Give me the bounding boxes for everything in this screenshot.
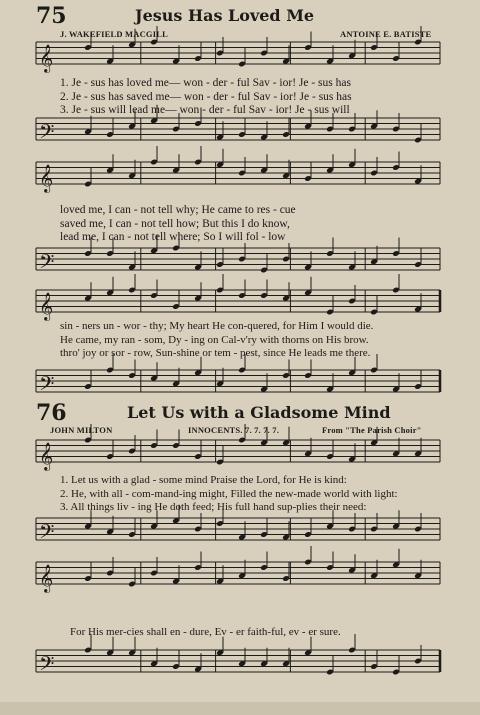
verse-line: loved me, I can - not tell why; He came to res - cue (60, 204, 296, 216)
hymn-number-75: 75 (36, 3, 67, 29)
clef-icon: 𝄞 (39, 442, 54, 470)
page-bottom-edge (0, 702, 480, 715)
verse-line: 2. Je - sus has saved me— won - der - ful Sav - ior! Je - sus has (60, 90, 352, 103)
verse-line: lead me, I can - not tell where; So I will fol - low (60, 231, 286, 243)
clef-icon: 𝄢 (39, 372, 55, 400)
verse-line: 2. He, with all - com-mand-ing might, Filled the new-made world with light: (60, 487, 398, 500)
note-group (39, 354, 422, 400)
verse-line: 1. Je - sus has loved me— won - der - ful Sav - ior! Je - sus has (60, 77, 351, 89)
staff (36, 162, 440, 184)
note-group (39, 146, 422, 193)
author-credit-75: J. WAKEFIELD MACGILL (60, 29, 168, 39)
author-credit-76: JOHN MILTON (50, 425, 113, 435)
clef-icon: 𝄞 (39, 44, 54, 72)
staff (36, 42, 440, 64)
staff (36, 518, 440, 540)
verse-line: sin - ners un - wor - thy; My heart He con-quered, for Him I would die. (60, 320, 374, 332)
note-group (39, 274, 422, 321)
verse-line: He came, my ran - som, Dy - ing on Cal-v'ry with thorns on His brow. (60, 333, 369, 346)
verse-line: thro' joy or sor - row, Sun-shine or tem - pest, since He leads me there. (60, 347, 371, 359)
clef-icon: 𝄞 (39, 292, 54, 320)
clef-icon: 𝄢 (39, 520, 55, 548)
clef-icon: 𝄢 (39, 120, 55, 148)
lyrics-system-4 (60, 474, 398, 515)
staff (36, 118, 440, 140)
verse-line: saved me, I can - not tell how; But this I do know, (60, 217, 290, 230)
tune-name-76: INNOCENTS. 7. 7. 7. 7. (188, 425, 280, 435)
staff (36, 248, 440, 270)
clef-icon: 𝄞 (39, 164, 54, 192)
verse-line: For His mer-cies shall en - dure, Ev - er faith-ful, ev - er sure. (70, 626, 341, 638)
staff (36, 370, 440, 392)
clef-icon: 𝄢 (39, 652, 55, 680)
staff (36, 650, 440, 672)
source-credit-76: From "The Parish Choir" (322, 425, 422, 435)
clef-icon: 𝄢 (39, 250, 55, 278)
verse-line: 1. Let us with a glad - some mind Praise the Lord, for He is kind: (60, 474, 347, 486)
staff (36, 562, 440, 584)
lyrics-system-2 (60, 204, 296, 245)
note-group (39, 634, 422, 680)
verse-line: 3. Je - sus will lead me— won - der - ful Sav - ior! Je - sus will (60, 104, 350, 116)
lyrics-system-1 (60, 77, 352, 118)
lyrics-system-3 (60, 320, 373, 361)
hymn-title-76: Let Us with a Gladsome Mind (127, 403, 391, 422)
clef-icon: 𝄞 (39, 564, 54, 592)
hymn-title-75: Jesus Has Loved Me (135, 6, 315, 25)
hymn-number-76: 76 (36, 400, 67, 426)
note-group (39, 546, 422, 593)
staff (36, 440, 440, 462)
verse-line: 3. All things liv - ing He doth feed; His full hand sup-plies their need: (60, 501, 367, 513)
lyrics-system-5 (70, 626, 341, 640)
staff (36, 290, 440, 312)
composer-credit-75: ANTOINE E. BATISTE (340, 29, 432, 39)
